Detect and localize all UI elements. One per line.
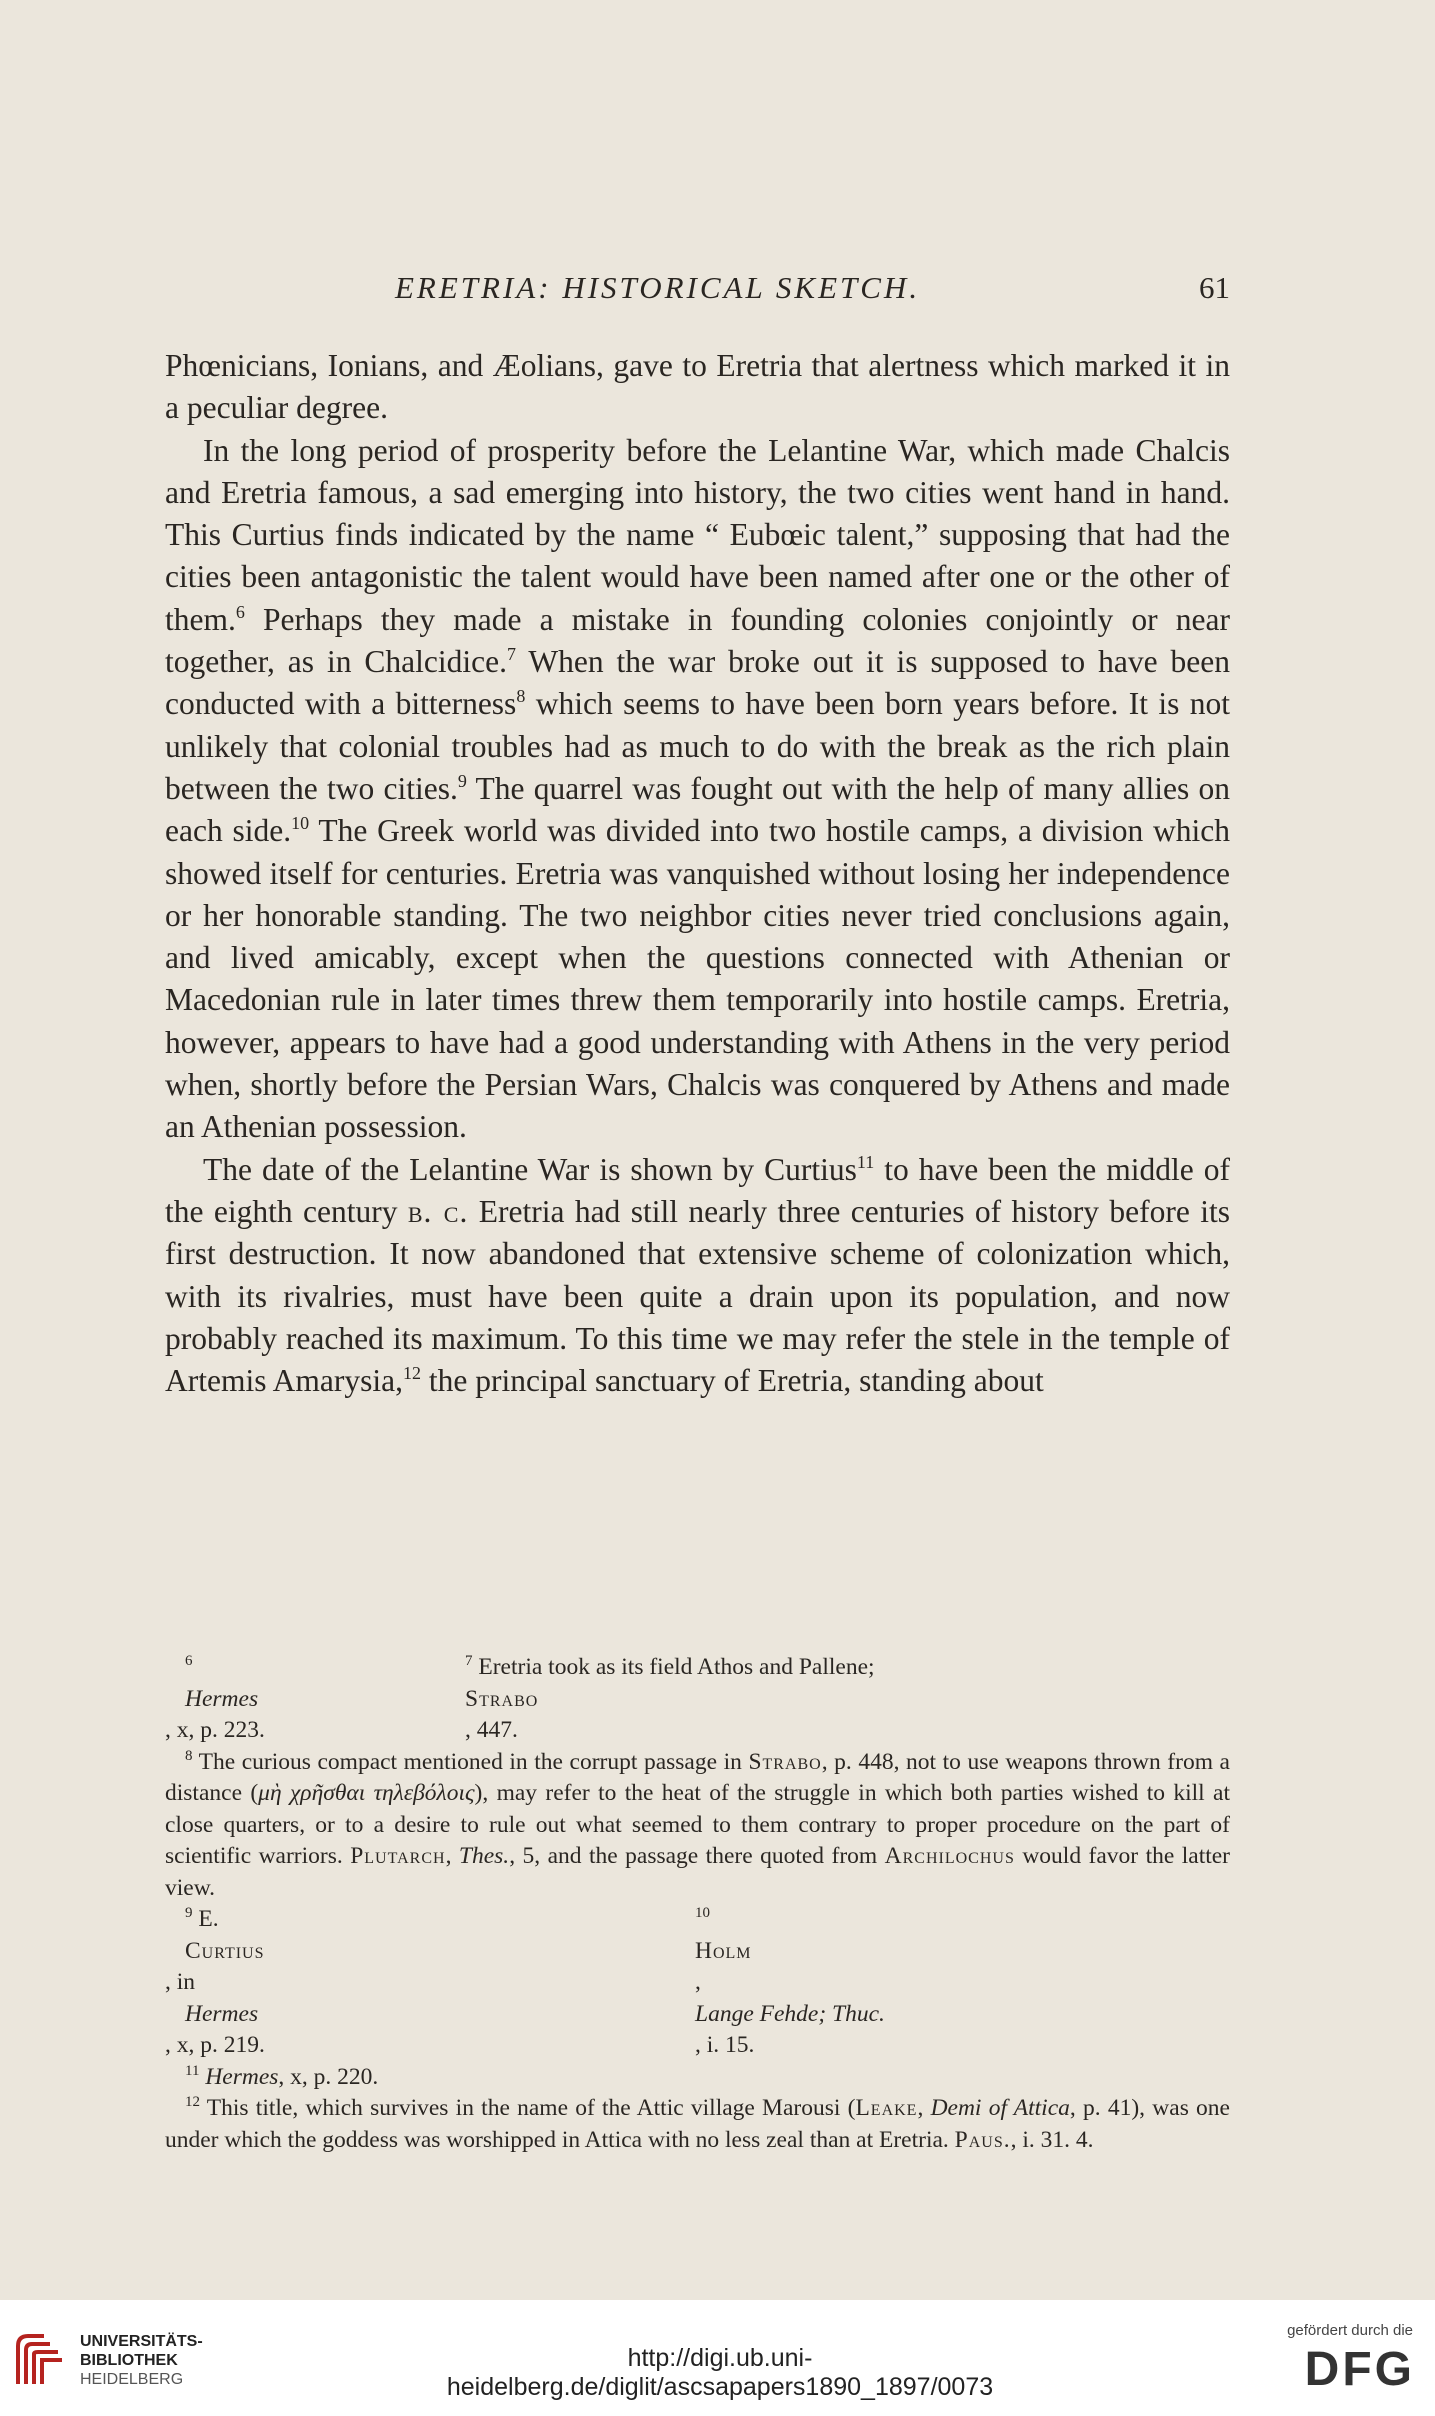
footnote-row-9-10 — [165, 1904, 1230, 2062]
digitization-footer — [0, 2300, 1435, 2416]
funded-by-label: gefördert durch die — [1287, 2322, 1413, 2339]
footnote-9: $^9$ E. Curtius , in Hermes , x, p. 219. — [165, 1905, 265, 2058]
paragraph-1: Phœnicians, Ionians, and Æolians, gave to Eretria that alertness which marked it in a peculiar degree. — [165, 348, 1230, 426]
footnote-11: $^{11}$ Hermes, x, p. 220. — [185, 2062, 379, 2090]
footnote-7: $^7$ Eretria took as its field Athos and Pallene; Strabo , 447. — [465, 1653, 875, 1743]
library-name: UNIVERSITÄTS- BIBLIOTHEK HEIDELBERG — [80, 2333, 203, 2388]
footnotes — [165, 1652, 1230, 2156]
paragraph-2: In the long period of prosperity before the Lelantine War, which made Chalcis and Eretria famous, a sad emerging into history, the two cities went hand in hand. This Curtius finds indicated by the name “ Eubœic talent,” supposing that had the cities been antagonistic the talent would have been named after one or the other of them.$^6$ Perhaps they made a mistake in founding colonies conjointly or near together, as in Chalcidice.$^7$ When the war broke out it is supposed to have been conducted with a bitterness$^8$ which seems to have been born years before. It is not unlikely that colonial troubles had as much to do with the break as the rich plain between the two cities.$^9$ The quarrel was fought out with the help of many allies on each side.$^{10}$ The Greek world was divided into two hostile camps, a division which showed itself for centuries. Eretria was vanquished without losing her independence or her honorable standing. The two neighbor cities never tried conclusions again, and lived amicably, except when the questions connected with Athenian or Macedonian rule in later times threw them temporarily into hostile camps. Eretria, however, appears to have had a good understanding with Athens in the very period when, shortly before the Persian Wars, Chalcis was conquered by Athens and made an Athenian possession. — [165, 432, 1231, 1145]
paragraph-3: The date of the Lelantine War is shown by Curtius$^{11}$ to have been the middle of the eighth century b. c. Eretria had still nearly three centuries of history before its first destruction. It now abandoned that extensive scheme of colonization which, with its rivalries, must have been quite a drain upon its population, and now probably reached its maximum. To this time we may refer the stele in the temple of Artemis Amarysia,$^{12}$ the principal sanctuary of Eretria, standing about — [165, 1151, 1231, 1399]
dfg-logo: DFG — [1304, 2343, 1415, 2396]
library-logo-icon — [14, 2330, 66, 2388]
footnote-8: $^8$ The curious compact mentioned in the corrupt passage in Strabo, p. 448, not to use weapons thrown from a distance (μὴ χρῆσθαι τηλεβόλοις), may refer to the heat of the struggle in which both parties wished to kill at close quarters, or to a desire to rule out what seemed to them contrary to proper procedure on the part of scientific warriors. Plutarch, Thes., 5, and the passage there quoted from Archilochus would favor the latter view. — [165, 1747, 1231, 1901]
footnote-6: $^6$ Hermes , x, p. 223. — [165, 1653, 265, 1743]
footnote-row-6-7 — [165, 1652, 1230, 1747]
footnote-10: $^{10}$ Holm , Lange Fehde; Thuc. , i. 15. — [695, 1905, 885, 2058]
page-number: 61 — [1199, 270, 1230, 305]
permalink-url[interactable]: http://digi.ub.uni-heidelberg.de/diglit/ascsapapers1890_1897/0073 — [446, 2344, 994, 2401]
running-title: ERETRIA: HISTORICAL SKETCH. — [395, 270, 921, 305]
footnote-12: $^{12}$ This title, which survives in the name of the Attic village Marousi (Leake, Demi of Attica, p. 41), was one under which the goddess was worshipped in Attica with no less zeal than at Eretria. Paus., i. 31. 4. — [165, 2094, 1230, 2153]
body-text — [165, 345, 1230, 1402]
